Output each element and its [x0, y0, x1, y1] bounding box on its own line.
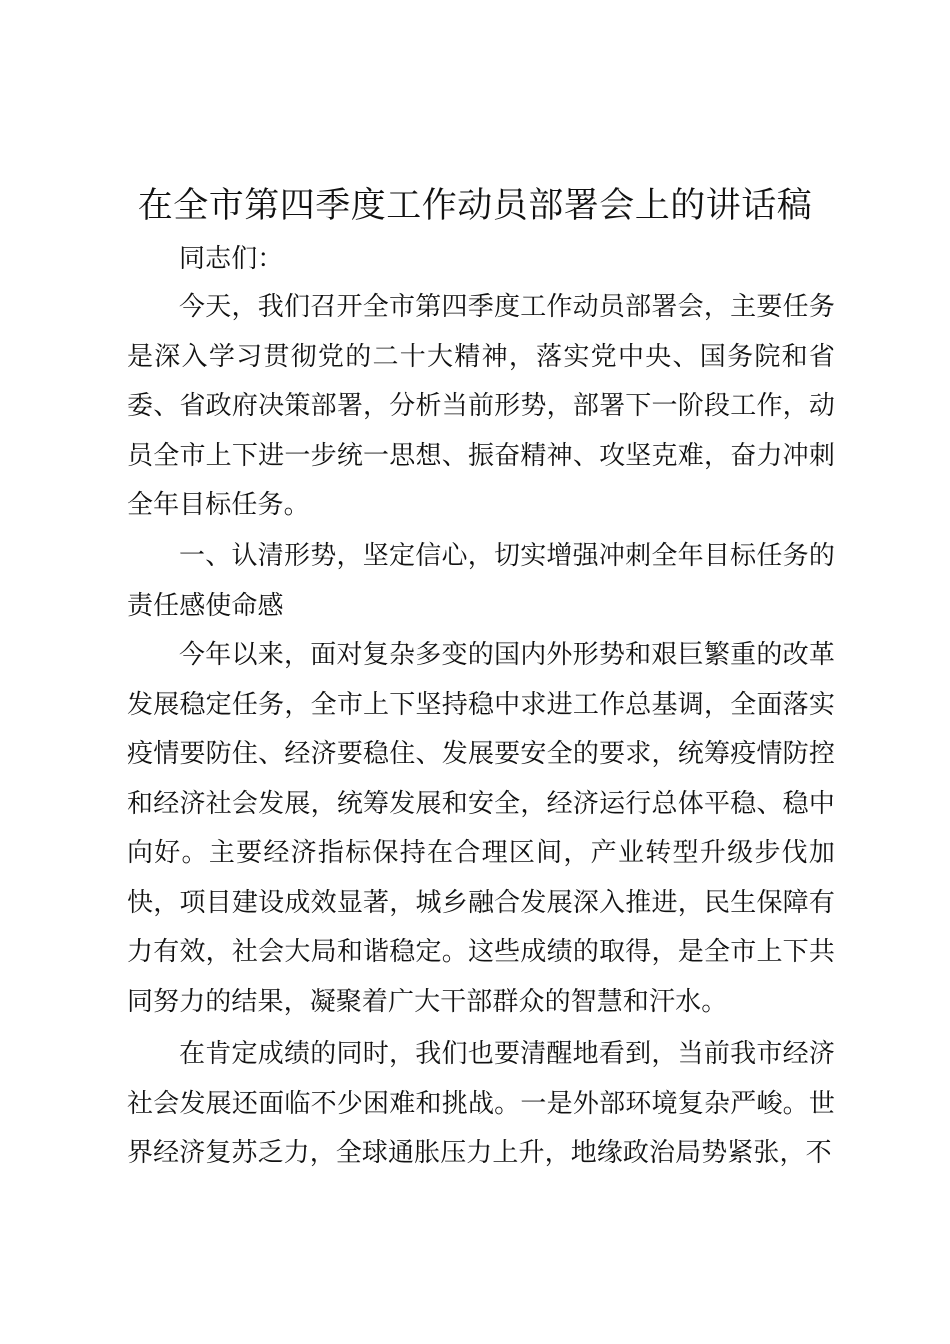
- document-title: 在全市第四季度工作动员部署会上的讲话稿: [137, 186, 813, 226]
- paragraph-opening: 今天，我们召开全市第四季度工作动员部署会，主要任务是深入学习贯彻党的二十大精神，落实党中央、国务院和省委、省政府决策部署，分析当前形势，部署下一阶段工作，动员全市上下进一步统一思想、振奋精神、攻坚克难，奋力冲刺全年目标任务。: [127, 292, 835, 520]
- section-heading-1: 一、认清形势，坚定信心，切实增强冲刺全年目标任务的责任感使命感: [127, 541, 835, 621]
- salutation: 同志们：: [179, 244, 284, 274]
- paragraph-achievements: 今年以来，面对复杂多变的国内外形势和艰巨繁重的改革发展稳定任务，全市上下坚持稳中求进工作总基调，全面落实疫情要防住、经济要稳住、发展要安全的要求，统筹疫情防控和经济社会发展，统筹发展和安全，经济运行总体平稳、稳中向好。主要经济指标保持在合理区间，产业转型升级步伐加快，项目建设成效显著，城乡融合发展深入推进，民生保障有力有效，社会大局和谐稳定。这些成绩的取得，是全市上下共同努力的结果，凝聚着广大干部群众的智慧和汗水。: [127, 640, 835, 1017]
- paragraph-challenges: 在肯定成绩的同时，我们也要清醒地看到，当前我市经济社会发展还面临不少困难和挑战。一是外部环境复杂严峻。世界经济复苏乏力，全球通胀压力上升，地缘政治局势紧张，不: [127, 1039, 835, 1168]
